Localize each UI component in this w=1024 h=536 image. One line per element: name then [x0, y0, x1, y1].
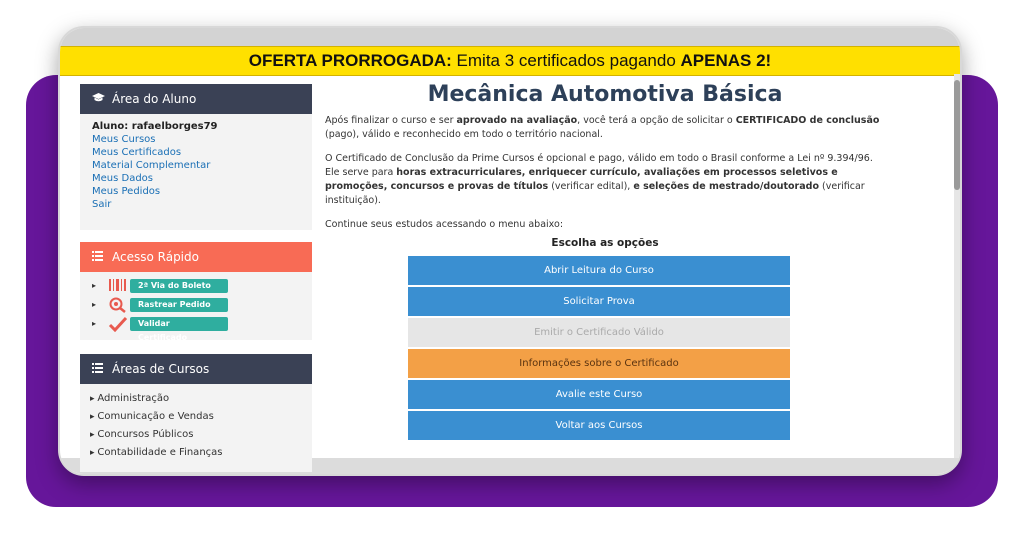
barcode-icon [108, 278, 130, 294]
intro-paragraph [325, 114, 885, 142]
course-areas-list [80, 384, 312, 472]
quick-access-body [80, 272, 312, 340]
rate-course-button[interactable]: Avalie este Curso [408, 380, 790, 409]
course-areas-box [80, 354, 312, 472]
student-area-box [80, 84, 312, 230]
issue-certificate-button[interactable]: Emitir o Certificado Válido [408, 318, 790, 347]
bold-text: aprovado na avaliação [456, 115, 578, 126]
checkmark-icon [108, 316, 130, 332]
course-areas-title: Áreas de Cursos [112, 362, 210, 376]
area-item-accounting[interactable]: ▸ Contabilidade e Finanças [90, 444, 302, 462]
link-complementary-material[interactable]: Material Complementar [92, 160, 211, 171]
student-area-body [80, 114, 312, 230]
back-to-courses-button[interactable]: Voltar aos Cursos [408, 411, 790, 440]
quick-access-title: Acesso Rápido [112, 250, 199, 264]
magnifier-icon [108, 297, 130, 313]
link-my-orders[interactable]: Meus Pedidos [92, 186, 161, 197]
arrow-icon: ▸ [92, 319, 97, 328]
list-icon [92, 354, 106, 384]
quick-item-boleto[interactable] [92, 276, 300, 295]
scrollbar-thumb[interactable] [954, 80, 960, 190]
link-my-certificates[interactable]: Meus Certificados [92, 147, 182, 158]
course-areas-header [80, 354, 312, 384]
banner-bold-offer: OFERTA PRORROGADA: [248, 51, 452, 70]
text: (pago), válido e reconhecido em todo o território nacional. [325, 129, 603, 140]
banner-text: Emita 3 certificados pagando [451, 51, 681, 70]
area-item-communication[interactable]: ▸ Comunicação e Vendas [90, 408, 302, 426]
arrow-icon: ▸ [92, 281, 97, 290]
banner-bold-price: APENAS 2! [680, 51, 772, 70]
text: , você terá a opção de solicitar o [577, 115, 736, 126]
options-title: Escolha as opções [551, 237, 659, 249]
text: (verificar edital), [548, 181, 634, 192]
continue-paragraph: Continue seus estudos acessando o menu abaixo: [325, 219, 564, 230]
quick-btn-validate[interactable]: Validar Certificado [130, 317, 228, 331]
quick-item-tracking[interactable] [92, 295, 300, 314]
bold-text: horas extracurriculares, enriquecer currículo, avaliações em processos seletivos e promoções, concursos e provas de títulos [325, 167, 838, 192]
top-bar [60, 28, 960, 46]
link-my-courses[interactable]: Meus Cursos [92, 134, 156, 145]
area-item-administration[interactable]: ▸ Administração [90, 390, 302, 408]
area-item-public-exams[interactable]: ▸ Concursos Públicos [90, 426, 302, 444]
certificate-paragraph [325, 152, 885, 208]
open-course-button[interactable]: Abrir Leitura do Curso [408, 256, 790, 285]
arrow-icon: ▸ [92, 300, 97, 309]
quick-btn-boleto[interactable]: 2ª Via do Boleto [130, 279, 228, 293]
graduation-cap-icon [92, 84, 106, 114]
quick-item-validate[interactable] [92, 314, 300, 342]
main-content [325, 82, 885, 442]
text: (verificar instituição). [325, 181, 865, 206]
text: O Certificado de Conclusão da Prime Cursos é opcional e pago, válido em todo o Brasil conforme a Lei nº 9.394/96. Ele serve para [325, 153, 873, 178]
link-my-data[interactable]: Meus Dados [92, 173, 154, 184]
bold-text: CERTIFICADO de conclusão [735, 115, 880, 126]
link-logout[interactable]: Sair [92, 199, 112, 210]
request-exam-button[interactable]: Solicitar Prova [408, 287, 790, 316]
text: Após finalizar o curso e ser [325, 115, 457, 126]
student-name: Aluno: rafaelborges79 [92, 121, 218, 132]
quick-access-header [80, 242, 312, 272]
bold-text: e seleções de mestrado/doutorado [633, 181, 819, 192]
quick-btn-tracking[interactable]: Rastrear Pedido [130, 298, 228, 312]
certificate-info-button[interactable]: Informações sobre o Certificado [408, 349, 790, 378]
student-area-header [80, 84, 312, 114]
list-icon [92, 242, 106, 272]
promo-banner[interactable] [60, 46, 960, 76]
quick-access-box [80, 242, 312, 340]
student-area-title: Área do Aluno [112, 92, 197, 106]
page-title: Mecânica Automotiva Básica [427, 82, 783, 107]
